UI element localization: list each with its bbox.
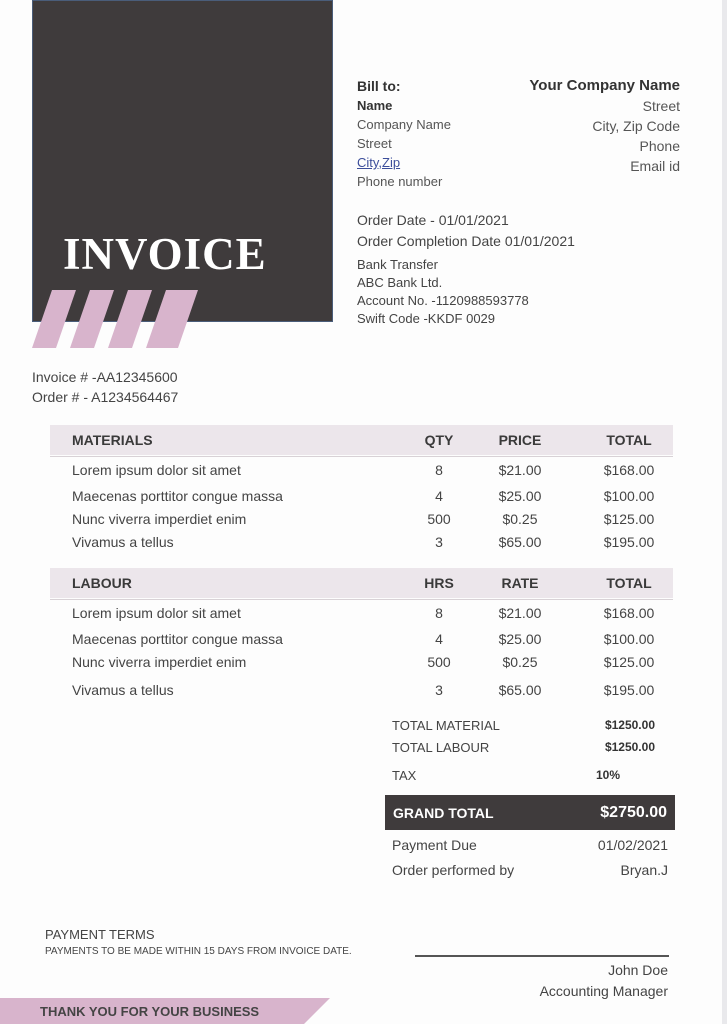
row-price: $0.25 bbox=[502, 511, 538, 527]
materials-table-header bbox=[50, 425, 673, 455]
bill-to-street: Street bbox=[357, 136, 392, 151]
payment-terms-text: PAYMENTS TO BE MADE WITHIN 15 DAYS FROM INVOICE DATE. bbox=[45, 946, 352, 957]
bank-method: Bank Transfer bbox=[357, 257, 438, 272]
decorative-stripes bbox=[32, 290, 212, 348]
signature-name: John Doe bbox=[608, 962, 668, 978]
grand-total-value: $2750.00 bbox=[600, 804, 667, 821]
table-row bbox=[50, 629, 673, 651]
table-row bbox=[50, 680, 673, 702]
materials-col-qty: QTY bbox=[424, 432, 454, 448]
row-desc: Vivamus a tellus bbox=[72, 534, 174, 550]
row-total: $100.00 bbox=[603, 631, 655, 647]
payment-terms-heading: PAYMENT TERMS bbox=[45, 927, 155, 942]
row-desc: Lorem ipsum dolor sit amet bbox=[72, 462, 241, 478]
performed-by-value: Bryan.J bbox=[620, 862, 668, 878]
tax-label: TAX bbox=[392, 768, 417, 783]
labour-col-total: TOTAL bbox=[606, 575, 652, 591]
divider bbox=[50, 456, 673, 457]
row-desc: Lorem ipsum dolor sit amet bbox=[72, 605, 241, 621]
row-total: $168.00 bbox=[603, 462, 655, 478]
performed-by-label: Order performed by bbox=[392, 862, 515, 878]
table-row bbox=[50, 486, 673, 508]
row-total: $195.00 bbox=[603, 682, 655, 698]
company-phone: Phone bbox=[639, 138, 680, 154]
row-price: $21.00 bbox=[498, 605, 542, 621]
tax-value: 10% bbox=[595, 768, 620, 782]
bill-to-phone: Phone number bbox=[357, 174, 443, 189]
materials-col-price: PRICE bbox=[498, 432, 542, 448]
row-total: $125.00 bbox=[603, 654, 655, 670]
table-row bbox=[50, 509, 673, 531]
order-number: Order # - A1234564467 bbox=[32, 389, 179, 405]
bill-to-company: Company Name bbox=[357, 117, 451, 132]
row-desc: Maecenas porttitor congue massa bbox=[72, 488, 283, 504]
bank-name: ABC Bank Ltd. bbox=[357, 275, 443, 290]
row-price: $25.00 bbox=[498, 631, 542, 647]
row-price: $21.00 bbox=[498, 462, 542, 478]
company-city-zip: City, Zip Code bbox=[592, 118, 680, 134]
bank-details bbox=[357, 256, 529, 328]
payment-due-label: Payment Due bbox=[392, 837, 477, 853]
table-row bbox=[50, 652, 673, 674]
row-price: $0.25 bbox=[502, 654, 538, 670]
labour-table-header bbox=[50, 568, 673, 598]
signature-line bbox=[415, 955, 669, 957]
total-labour-value: $1250.00 bbox=[604, 740, 655, 754]
signature-role: Accounting Manager bbox=[539, 983, 668, 999]
completion-date: Order Completion Date 01/01/2021 bbox=[357, 233, 575, 249]
grand-total-bar bbox=[385, 795, 675, 830]
row-qty: 3 bbox=[435, 534, 443, 550]
payment-due-value: 01/02/2021 bbox=[597, 837, 668, 853]
row-qty: 500 bbox=[427, 654, 451, 670]
row-desc: Nunc viverra imperdiet enim bbox=[72, 511, 247, 527]
total-material-row bbox=[392, 718, 660, 733]
row-qty: 4 bbox=[435, 631, 443, 647]
signature-block bbox=[540, 960, 668, 1002]
company-email: Email id bbox=[630, 158, 680, 174]
total-material-label: TOTAL MATERIAL bbox=[392, 718, 500, 733]
performed-by-row bbox=[392, 862, 668, 878]
materials-col-total: TOTAL bbox=[606, 432, 652, 448]
labour-col-rate: RATE bbox=[501, 575, 539, 591]
payment-due-row bbox=[392, 837, 668, 853]
divider bbox=[50, 599, 673, 600]
bill-to-block bbox=[357, 77, 451, 191]
row-total: $100.00 bbox=[603, 488, 655, 504]
bank-swift: Swift Code -KKDF 0029 bbox=[357, 311, 496, 326]
row-total: $195.00 bbox=[603, 534, 655, 550]
tax-row bbox=[392, 768, 660, 783]
total-labour-row bbox=[392, 740, 660, 755]
row-qty: 8 bbox=[435, 462, 443, 478]
row-desc: Maecenas porttitor congue massa bbox=[72, 631, 283, 647]
table-row bbox=[50, 460, 673, 482]
invoice-title: INVOICE bbox=[63, 229, 267, 279]
row-qty: 3 bbox=[435, 682, 443, 698]
invoice-numbers bbox=[32, 367, 178, 407]
row-price: $65.00 bbox=[498, 682, 542, 698]
table-row bbox=[50, 532, 673, 554]
row-price: $65.00 bbox=[498, 534, 542, 550]
row-total: $125.00 bbox=[603, 511, 655, 527]
company-name: Your Company Name bbox=[529, 77, 680, 94]
bill-to-name: Name bbox=[357, 98, 393, 113]
payment-terms bbox=[45, 927, 352, 957]
materials-col-desc: MATERIALS bbox=[72, 432, 153, 448]
bill-to-city-zip[interactable]: City,Zip bbox=[357, 155, 401, 170]
row-desc: Vivamus a tellus bbox=[72, 682, 174, 698]
row-price: $25.00 bbox=[498, 488, 542, 504]
row-qty: 4 bbox=[435, 488, 443, 504]
total-labour-label: TOTAL LABOUR bbox=[392, 740, 490, 755]
row-total: $168.00 bbox=[603, 605, 655, 621]
labour-col-hrs: HRS bbox=[424, 575, 454, 591]
labour-col-desc: LABOUR bbox=[72, 575, 132, 591]
row-qty: 8 bbox=[435, 605, 443, 621]
table-row bbox=[50, 603, 673, 625]
bill-to-heading: Bill to: bbox=[357, 78, 401, 94]
row-desc: Nunc viverra imperdiet enim bbox=[72, 654, 247, 670]
invoice-number: Invoice # -AA12345600 bbox=[32, 369, 178, 385]
company-block bbox=[529, 76, 680, 176]
bank-account: Account No. -1120988593778 bbox=[357, 293, 529, 308]
order-date: Order Date - 01/01/2021 bbox=[357, 212, 509, 228]
order-dates bbox=[357, 210, 575, 252]
total-material-value: $1250.00 bbox=[604, 718, 655, 732]
row-qty: 500 bbox=[427, 511, 451, 527]
grand-total-label: GRAND TOTAL bbox=[393, 805, 494, 821]
company-street: Street bbox=[642, 98, 680, 114]
thanks-text: THANK YOU FOR YOUR BUSINESS bbox=[40, 1004, 260, 1019]
